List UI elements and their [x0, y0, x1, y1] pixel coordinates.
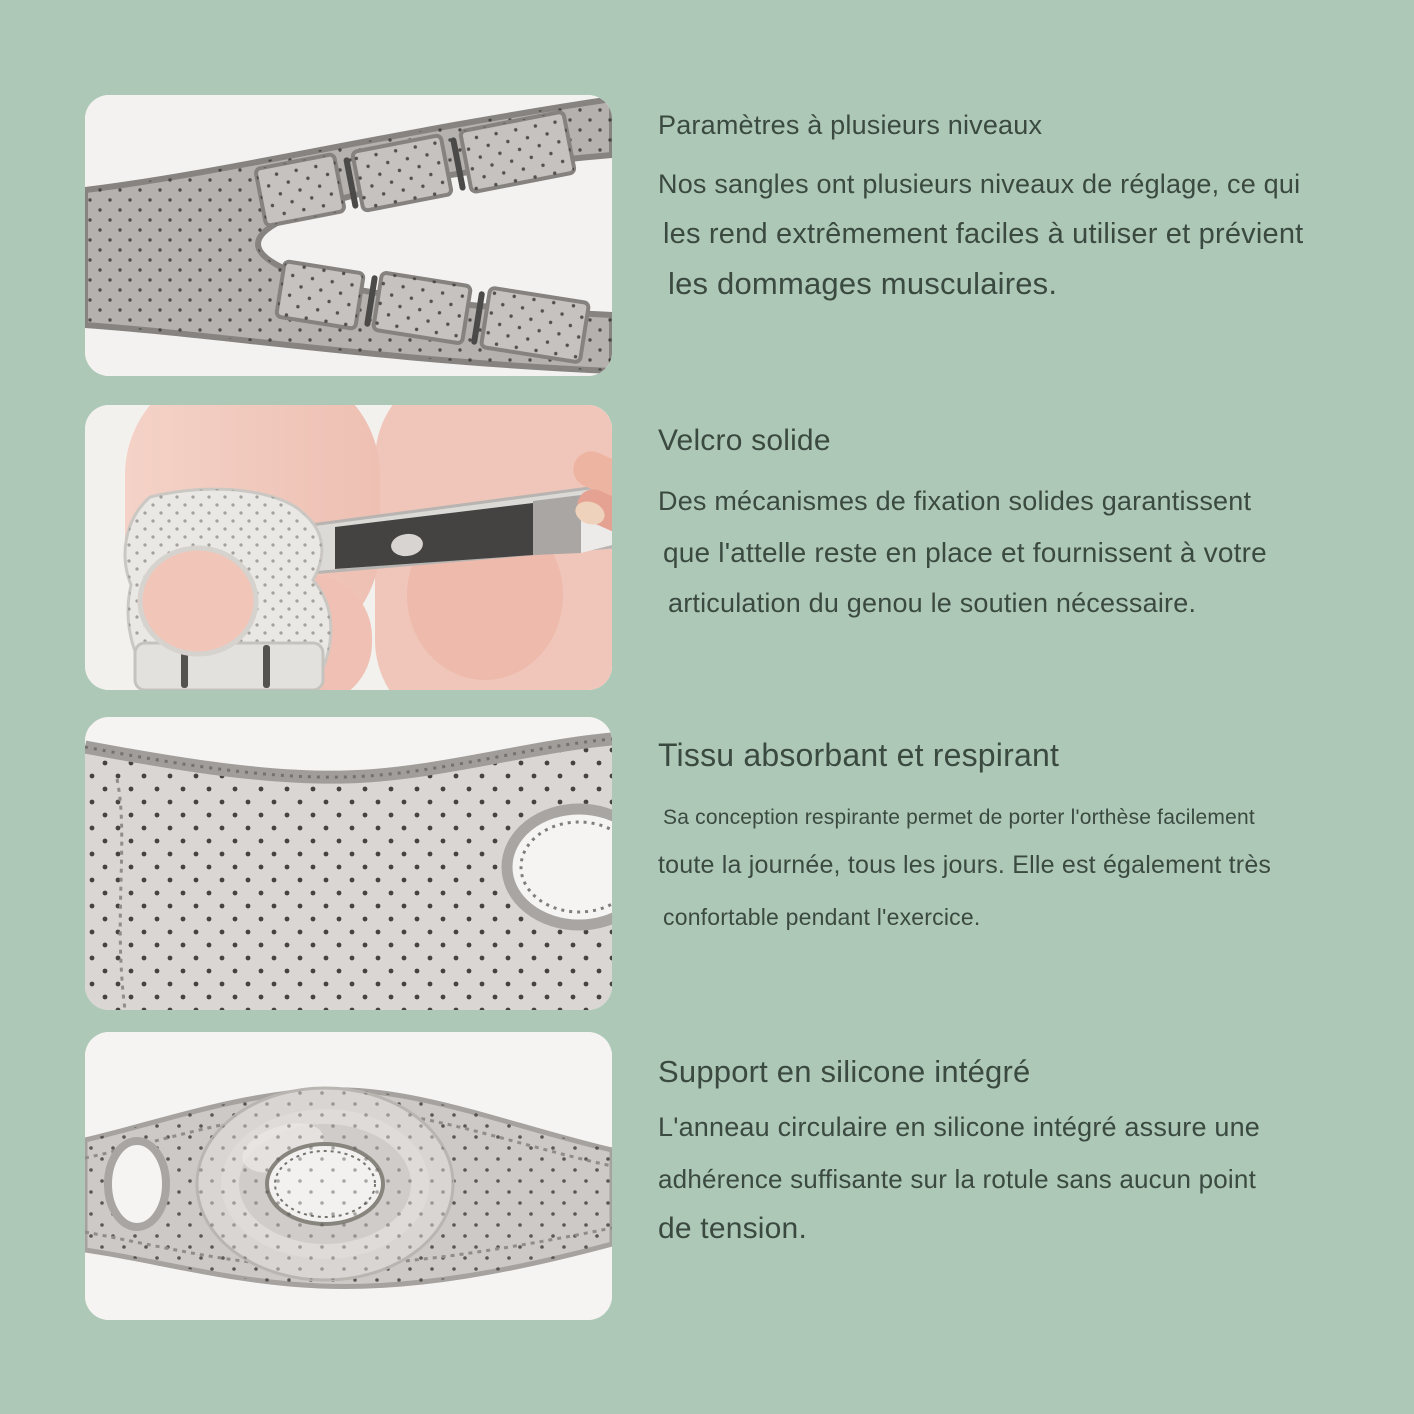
- feature-body-line: articulation du genou le soutien nécessaire.: [668, 588, 1197, 618]
- feature-body-line: Des mécanismes de fixation solides garantissent: [658, 486, 1252, 516]
- v-strap-illustration: [85, 95, 612, 376]
- feature-heading-velcro: Velcro solide: [658, 424, 831, 457]
- feature-body-line: Sa conception respirante permet de porter l'orthèse facilement: [663, 806, 1255, 829]
- feature-body-line: L'anneau circulaire en silicone intégré assure une: [658, 1112, 1261, 1142]
- multilevel-straps-image: [85, 95, 612, 376]
- knee-brace-illustration: [85, 405, 612, 690]
- feature-heading-multilevel: Paramètres à plusieurs niveaux: [658, 110, 1043, 140]
- feature-heading-fabric: Tissu absorbant et respirant: [658, 737, 1060, 773]
- feature-body-line: Nos sangles ont plusieurs niveaux de réglage, ce qui: [658, 169, 1301, 199]
- feature-body-line: adhérence suffisante sur la rotule sans aucun point: [658, 1164, 1256, 1194]
- feature-body-line: les rend extrêmement faciles à utiliser et prévient: [663, 218, 1304, 250]
- fabric-closeup-image: [85, 717, 612, 1010]
- feature-body-line: les dommages musculaires.: [668, 266, 1058, 301]
- silicone-pad-illustration: [85, 1032, 612, 1320]
- feature-body-line: confortable pendant l'exercice.: [663, 904, 981, 930]
- feature-body-line: toute la journée, tous les jours. Elle est également très: [658, 851, 1272, 879]
- feature-body-line: que l'attelle reste en place et fournissent à votre: [663, 537, 1267, 568]
- fabric-illustration: [85, 717, 612, 1010]
- feature-heading-silicone: Support en silicone intégré: [658, 1054, 1031, 1089]
- silicone-pad-image: [85, 1032, 612, 1320]
- knee-brace-worn-image: [85, 405, 612, 690]
- feature-body-line: de tension.: [658, 1212, 807, 1245]
